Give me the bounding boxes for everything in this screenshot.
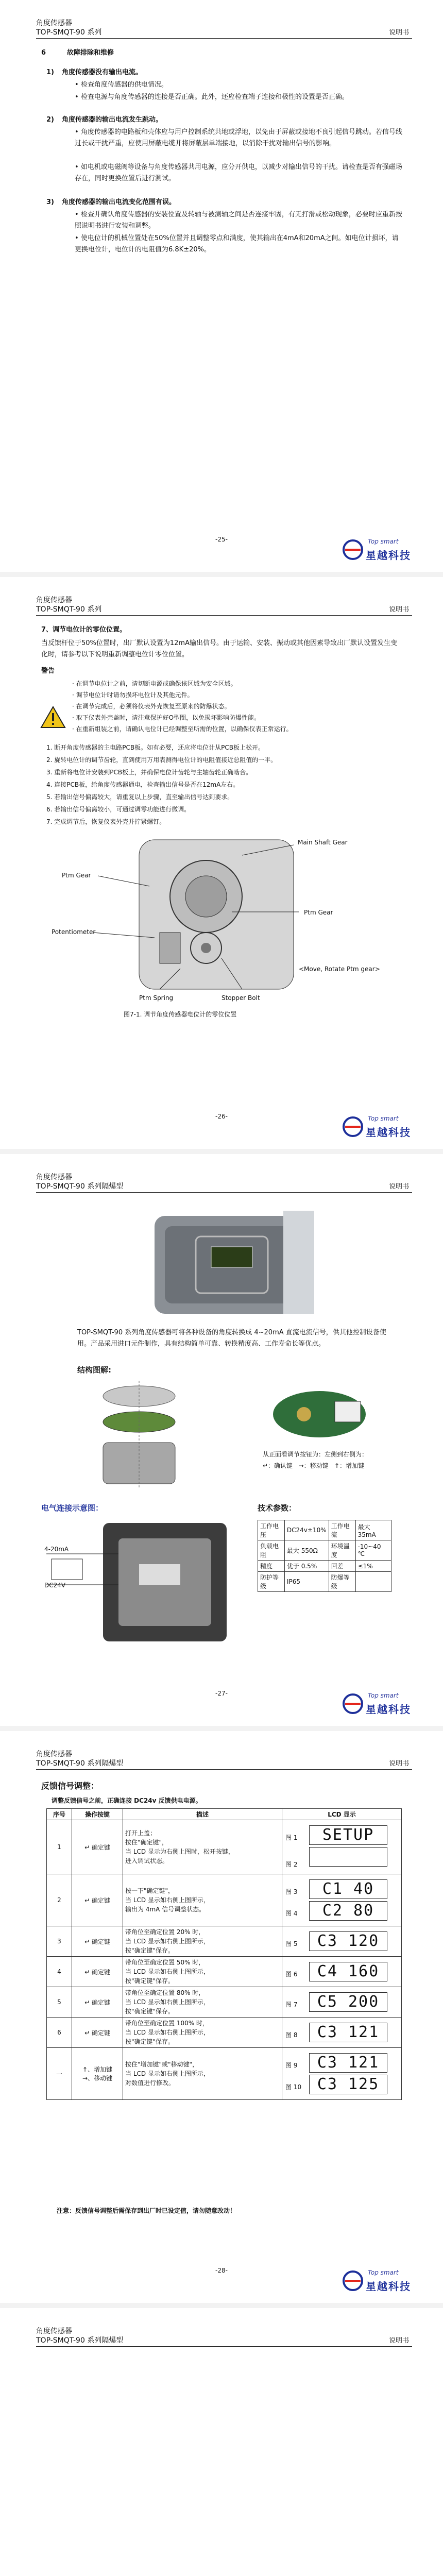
lcd-figure-label: 图 10 <box>285 2083 302 2091</box>
logo-mark-icon <box>340 1691 366 1717</box>
page-2 <box>0 577 443 1149</box>
lcd-display-item <box>285 1962 398 1981</box>
label-ptm-gear-left: Ptm Gear <box>62 872 91 879</box>
header-right: 说明书 <box>388 606 409 614</box>
step: 4. 连接PCB板，给角度传感器通电，检查输出信号是否在12mA左右。 <box>46 781 240 788</box>
header-right: 说明书 <box>388 29 409 37</box>
bullet-text: 角度传感器的电路板和壳体应与用户控制系统共地或浮地，以免由于屏蔽或接地不良引起信号跳动。若信号线过长或干扰严重，应使用屏蔽电缆并将屏蔽层单端接地，以消除干扰对输出信号的影响。 <box>75 128 402 147</box>
figure-caption: 图7-1. 调节角度传感器电位计的零位位置 <box>124 1011 237 1018</box>
table-cell <box>282 2018 402 2048</box>
table-cell <box>282 1987 402 2018</box>
adjust-table <box>46 1808 402 2100</box>
wiring-label: DC24V <box>44 1582 66 1589</box>
table-cell: 环境温度 <box>329 1540 355 1561</box>
table-row <box>47 1874 402 1926</box>
lcd-display-item <box>285 1931 398 1951</box>
lcd-display: C3 125 <box>309 2075 387 2094</box>
logo-en: Top smart <box>368 1115 399 1122</box>
bullet-text: 如电机或电磁阀等设备与角度传感器共用电源，应分开供电，以减少对输出信号的干扰。请检查是否有强磁场存在，同时更换位置后进行测试。 <box>75 163 402 182</box>
item-bullet: • 角度传感器的电路板和壳体应与用户控制系统共地或浮地，以免由于屏蔽或接地不良引起信号跳动。若信号线过长或干扰严重，应使用屏蔽电缆并将屏蔽层单端接地，以消除干扰对输出信号的影响。 <box>75 128 402 147</box>
header-subtitle: TOP-SMQT-90 系列 <box>36 28 102 37</box>
logo-en: Top smart <box>368 538 399 545</box>
logo-cn: 星越科技 <box>366 2280 411 2293</box>
adjust-title: 反馈信号调整： <box>41 1781 99 1791</box>
lcd-display: C2 80 <box>309 1901 387 1921</box>
section-title: 7、调节电位计的零位位置。 <box>41 626 127 634</box>
button-note: 从正面看调节按钮为：左侧到右侧为： <box>263 1451 368 1458</box>
table-row <box>47 1987 402 2018</box>
col-header: 序号 <box>47 1809 72 1820</box>
warning-item: · 在调节电位计之前，请切断电源或确保该区域为安全区域。 <box>72 680 237 687</box>
company-logo <box>340 2268 412 2299</box>
table-cell <box>282 2048 402 2100</box>
table-cell: 2 <box>47 1874 72 1926</box>
page-number: -26- <box>215 1113 228 1120</box>
page-header <box>36 1749 412 1770</box>
table-cell: ↵ 确定键 <box>72 1820 123 1874</box>
step: 7. 完成调节后，恢复仪表外壳并拧紧螺钉。 <box>46 818 166 825</box>
page-number: -28- <box>215 2267 228 2274</box>
lcd-figure-label: 图 4 <box>285 1910 298 1917</box>
table-cell: IP65 <box>284 1572 329 1592</box>
table-header-row <box>47 1809 402 1820</box>
pcb-board-photo <box>268 1386 371 1443</box>
table-cell: ↵ 确定键 <box>72 2018 123 2048</box>
table-cell <box>355 1572 391 1592</box>
header-subtitle: TOP-SMQT-90 系列隔爆型 <box>36 2336 124 2345</box>
lcd-display-item <box>285 2023 398 2042</box>
logo-mark-icon <box>340 537 366 563</box>
page-header <box>36 595 412 616</box>
lcd-display: C4 160 <box>309 1962 387 1981</box>
table-cell: ↵ 确定键 <box>72 1874 123 1926</box>
table-cell: 工作电流 <box>329 1520 355 1540</box>
warning-icon <box>40 706 66 728</box>
header-title: 角度传感器 <box>36 19 72 27</box>
lcd-figure-label: 图 6 <box>285 1971 298 1978</box>
spec-title: 技术参数： <box>258 1503 297 1513</box>
increase-key-label: ↑：增加键 <box>334 1462 365 1469</box>
label-main-shaft-gear: Main Shaft Gear <box>298 839 348 846</box>
page-separator <box>0 1726 443 1731</box>
table-cell: 回差 <box>329 1561 355 1572</box>
adjust-note: 注意：反馈信号调整后需保存到出厂时已设定值，请勿随意改动！ <box>57 2207 236 2214</box>
table-cell <box>282 1820 402 1874</box>
lcd-display: C5 200 <box>309 1992 387 2012</box>
lcd-figure-label: 图 2 <box>285 1861 298 1868</box>
warning-item: · 在重新组装之前，请确认电位计已经调整至所需的位置，以确保仪表正常运行。 <box>72 725 293 733</box>
lcd-display-item <box>285 2053 398 2073</box>
page-number: -25- <box>215 536 228 543</box>
table-cell: 工作电压 <box>258 1520 285 1540</box>
warning-item: · 取下仪表外壳盖时，请注意保护好O型圈，以免损坏影响防爆性能。 <box>72 714 261 721</box>
table-row <box>47 1820 402 1874</box>
header-title: 角度传感器 <box>36 1173 72 1181</box>
company-logo <box>340 1691 412 1722</box>
lcd-display: C3 121 <box>309 2053 387 2073</box>
table-cell: 6 <box>47 2018 72 2048</box>
header-right: 说明书 <box>388 2337 409 2345</box>
lcd-figure-label: 图 3 <box>285 1888 298 1895</box>
item-title: 角度传感器的输出电流发生跳动。 <box>62 116 163 124</box>
item-title: 角度传感器没有输出电流。 <box>62 69 143 76</box>
logo-mark-icon <box>340 2268 366 2294</box>
table-cell: DC24v±10% <box>284 1520 329 1540</box>
product-photo <box>149 1206 319 1319</box>
lcd-display <box>309 1847 387 1867</box>
bullet-text: 检查角度传感器的供电情况。 <box>80 81 168 89</box>
lcd-figure-label: 图 1 <box>285 1834 298 1841</box>
warning-item: · 调节电位计时请勿损坏电位计及其他元件。 <box>72 691 194 699</box>
col-header: 操作按键 <box>72 1809 123 1820</box>
table-row <box>47 2048 402 2100</box>
item-bullet: • 检查电源与角度传感器的连接是否正确。此外，还应检查端子连接和极性的设置是否正确。 <box>75 93 349 101</box>
item-bullet: • 检查角度传感器的供电情况。 <box>75 81 168 89</box>
section-title: 故障排除和维修 <box>67 49 114 57</box>
header-title: 角度传感器 <box>36 1750 72 1758</box>
table-cell: 按住"增加键"或"移动键"， 当 LCD 显示如右侧上图所示， 对数值进行修改。 <box>123 2048 282 2100</box>
lcd-display-item <box>285 2075 398 2094</box>
bullet-text: 检查并确认角度传感器的安装位置及转轴与被测轴之间是否连接牢固，有无打滑或松动现象，必要时应重新按照说明书进行安装和调整。 <box>75 211 402 230</box>
lcd-display: C3 120 <box>309 1931 387 1951</box>
table-row <box>47 2018 402 2048</box>
table-cell: 5 <box>47 1987 72 2018</box>
exploded-view <box>82 1381 201 1489</box>
label-ptm-gear-right: Ptm Gear <box>304 909 333 916</box>
table-cell: 精度 <box>258 1561 285 1572</box>
wiring-title: 电气连接示意图： <box>41 1503 104 1513</box>
lcd-display: C1 40 <box>309 1879 387 1899</box>
table-row <box>47 1957 402 1987</box>
table-cell: ↑、增加键 →、移动键 <box>72 2048 123 2100</box>
table-cell: 最大 35mA <box>355 1520 391 1540</box>
warning-title: 警告 <box>41 667 55 675</box>
table-cell: 优于 0.5% <box>284 1561 329 1572</box>
move-key-label: →：移动键 <box>298 1462 329 1469</box>
structure-title: 结构图解: <box>77 1365 111 1375</box>
lcd-display-item <box>285 1825 398 1845</box>
item-no: 1) <box>46 69 54 76</box>
step: 1. 断开角度传感器的主电路PCB板。如有必要，还应将电位计从PCB板上松开。 <box>46 744 264 751</box>
label-ptm-spring: Ptm Spring <box>139 994 174 1002</box>
table-cell: 带角位至确定位置 20% 时， 当 LCD 显示如右侧上图所示， 按"确定键"保存。 <box>123 1926 282 1957</box>
step: 6. 若输出信号偏离较小，可通过调零功能进行微调。 <box>46 806 191 813</box>
table-row <box>47 1926 402 1957</box>
header-right: 说明书 <box>388 1183 409 1191</box>
logo-cn: 星越科技 <box>366 549 411 562</box>
table-row <box>258 1561 391 1572</box>
button-legend <box>263 1460 364 1471</box>
table-row <box>258 1540 391 1561</box>
table-row <box>258 1520 391 1540</box>
table-cell: 一 <box>47 2048 72 2100</box>
table-cell: ↵ 确定键 <box>72 1926 123 1957</box>
item-bullet: • 如电机或电磁阀等设备与角度传感器共用电源，应分开供电，以减少对输出信号的干扰。请检查是否有强磁场存在，同时更换位置后进行测试。 <box>75 163 402 182</box>
lcd-figure-label: 图 9 <box>285 2062 298 2069</box>
table-row <box>258 1572 391 1592</box>
page-separator <box>0 1149 443 1154</box>
page-header <box>36 1172 412 1193</box>
lcd-display-item <box>285 1879 398 1899</box>
intro-text: 当反馈杆位于50%位置时，出厂默认设置为12mA输出信号。由于运输、安装、振动或其他因素导致出厂默认设置发生变化时，请参考以下说明重新调整电位计零位位置。 <box>41 639 397 658</box>
lcd-display-item <box>285 1847 398 1869</box>
page-header <box>36 2326 412 2347</box>
col-header: 描述 <box>123 1809 282 1820</box>
table-cell: -10~40 ℃ <box>355 1540 391 1561</box>
bullet-text: 检查电源与角度传感器的连接是否正确。此外，还应检查端子连接和极性的设置是否正确。 <box>80 93 349 101</box>
label-stopper-bolt: Stopper Bolt <box>222 994 260 1002</box>
logo-mark-icon <box>340 1114 366 1140</box>
lcd-figure-label: 图 5 <box>285 1940 298 1947</box>
lcd-figure-label: 图 8 <box>285 2031 298 2039</box>
confirm-key-label: ↵：确认键 <box>263 1462 293 1469</box>
table-cell: 最大 550Ω <box>284 1540 329 1561</box>
table-cell: 带角位至确定位置 100% 时， 当 LCD 显示如右侧上图所示， 按"确定键"保存。 <box>123 2018 282 2048</box>
page-number: -27- <box>215 1690 228 1697</box>
item-no: 2) <box>46 116 54 124</box>
table-cell <box>282 1957 402 1987</box>
step: 5. 若输出信号偏离较大，请重复以上步骤，直至输出信号达到要求。 <box>46 793 234 801</box>
company-logo <box>340 537 412 568</box>
page-4 <box>0 1731 443 2303</box>
step: 2. 旋转电位计的调节齿轮，直到使用万用表测得电位计的电阻值接近总阻值的一半。 <box>46 756 277 764</box>
lcd-display: C3 121 <box>309 2023 387 2042</box>
item-bullet: • 使电位计的机械位置处在50%位置并且调整零点和满度，使其输出在4mA和20mA之间。如电位计损坏，请更换电位计，电位计的电阻值为6.8K±20%。 <box>75 234 399 253</box>
header-subtitle: TOP-SMQT-90 系列隔爆型 <box>36 1182 124 1191</box>
logo-cn: 星越科技 <box>366 1126 411 1139</box>
header-title: 角度传感器 <box>36 596 72 604</box>
table-cell: 3 <box>47 1926 72 1957</box>
table-cell <box>282 1874 402 1926</box>
table-cell: 1 <box>47 1820 72 1874</box>
bullet-text: 使电位计的机械位置处在50%位置并且调整零点和满度，使其输出在4mA和20mA之间。如电位计损坏，请更换电位计，电位计的电阻值为6.8K±20%。 <box>75 234 399 253</box>
header-subtitle: TOP-SMQT-90 系列 <box>36 605 102 614</box>
item-no: 3) <box>46 198 54 206</box>
item-bullet: • 检查并确认角度传感器的安装位置及转轴与被测轴之间是否连接牢固，有无打滑或松动现象，必要时应重新按照说明书进行安装和调整。 <box>75 211 402 230</box>
wiring-diagram <box>41 1518 237 1647</box>
table-cell: 带角位至确定位置 50% 时， 当 LCD 显示如右侧上图所示， 按"确定键"保存。 <box>123 1957 282 1987</box>
table-cell: 按一下"确定键"， 当 LCD 显示如右侧上图所示， 输出为 4mA 信号调整状态。 <box>123 1874 282 1926</box>
page-separator <box>0 2303 443 2308</box>
table-cell: 打开上盖； 按住"确定键"， 当 LCD 显示为右侧上图时，松开按键， 进入调试状态。 <box>123 1820 282 1874</box>
intro-text: TOP-SMQT-90 系列角度传感器可将各种设备的角度转换成 4~20mA 直流电流信号，供其他控制设备使用。产品采用进口元件制作，具有结构简单可靠、转换精度高、工作寿命长等优点。 <box>77 1329 386 1348</box>
header-title: 角度传感器 <box>36 2327 72 2335</box>
lcd-display: SETUP <box>309 1825 387 1845</box>
page-header <box>36 18 412 39</box>
table-cell: ↵ 确定键 <box>72 1987 123 2018</box>
logo-en: Top smart <box>368 1692 399 1699</box>
table-cell: 带角位至确定位置 80% 时， 当 LCD 显示如右侧上图所示， 按"确定键"保存。 <box>123 1987 282 2018</box>
page-1 <box>0 0 443 572</box>
lcd-display-item <box>285 1992 398 2012</box>
logo-en: Top smart <box>368 2269 399 2276</box>
warning-item: · 在调节完成后，必须将仪表外壳恢复至原来的防爆状态。 <box>72 703 231 710</box>
table-cell: 负载电阻 <box>258 1540 285 1561</box>
label-potentiometer: Potentiometer <box>52 928 96 936</box>
header-right: 说明书 <box>388 1760 409 1768</box>
lcd-display-item <box>285 1901 398 1921</box>
lcd-figure-label: 图 7 <box>285 2001 298 2008</box>
page-5 <box>0 2308 443 2576</box>
header-subtitle: TOP-SMQT-90 系列隔爆型 <box>36 1759 124 1768</box>
page-3 <box>0 1154 443 1726</box>
table-cell: ≤1% <box>355 1561 391 1572</box>
step: 3. 重新将电位计安装到PCB板上，并确保电位计齿轮与主轴齿轮正确啮合。 <box>46 769 252 776</box>
table-cell: 4 <box>47 1957 72 1987</box>
section-number: 6 <box>41 49 46 57</box>
table-cell: 防护等级 <box>258 1572 285 1592</box>
table-cell: ↵ 确定键 <box>72 1957 123 1987</box>
wiring-label: 4-20mA <box>44 1546 69 1553</box>
table-cell <box>282 1926 402 1957</box>
label-move-rotate: <Move, Rotate Ptm gear> <box>299 965 380 973</box>
spec-table <box>258 1520 391 1592</box>
logo-cn: 星越科技 <box>366 1703 411 1716</box>
page-separator <box>0 572 443 577</box>
col-header: LCD 显示 <box>282 1809 402 1820</box>
company-logo <box>340 1114 412 1145</box>
table-cell: 防爆等级 <box>329 1572 355 1592</box>
item-title: 角度传感器的输出电流变化范围有误。 <box>62 198 176 206</box>
adjust-subtitle: 调整反馈信号之前，正确连接 DC24v 反馈供电电源。 <box>52 1797 202 1804</box>
